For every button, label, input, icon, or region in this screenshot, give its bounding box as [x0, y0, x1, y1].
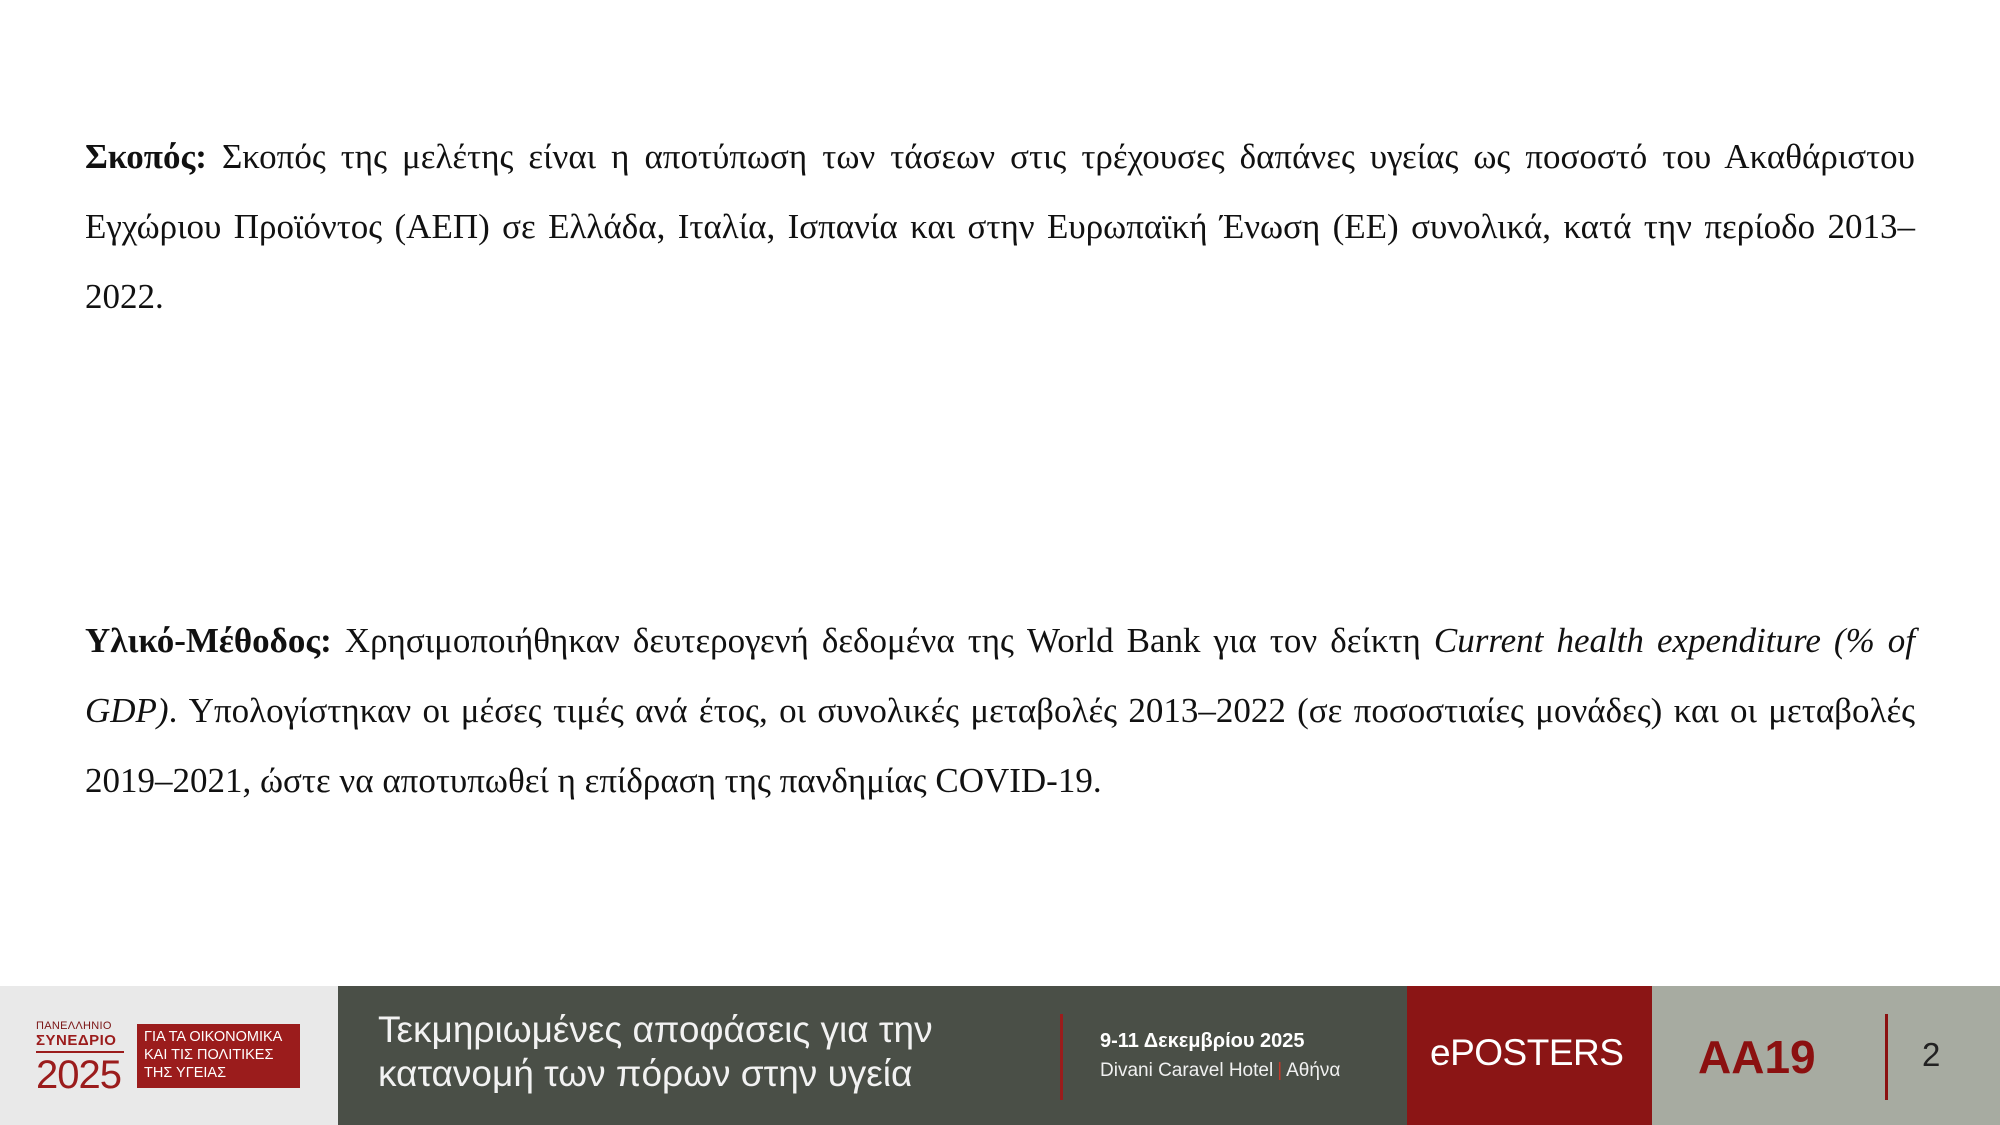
conference-title-panel	[338, 986, 1407, 1125]
venue-separator: |	[1277, 1060, 1283, 1081]
conference-date: 9-11 Δεκεμβρίου 2025	[1100, 1030, 1305, 1052]
footer-banner	[0, 986, 2000, 1125]
conference-title-line1: Τεκμηριωμένες αποφάσεις για την	[378, 1009, 933, 1050]
conference-logo	[0, 986, 338, 1125]
indicator-name: Current health expenditure (% of GDP)	[85, 621, 1915, 730]
poster-code: AA19	[1698, 1031, 1816, 1083]
logo-wordmark	[36, 1020, 124, 1095]
logo-year: 2025	[36, 1053, 121, 1097]
aim-text: Σκοπός της μελέτης είναι η αποτύπωση των τάσεων στις τρέχουσες δαπάνες υγείας ως ποσοστό του Ακαθάριστου Εγχώριου Προϊόντος (ΑΕΠ) σε Ελλάδα, Ιταλία, Ισπανία και στην Ευρωπαϊκή Ένωση (ΕΕ) συνολικά, κατά την περίοδο 2013–2022.	[85, 137, 1915, 316]
logo-line1: ΠΑΝΕΛΛΗΝΙΟ	[36, 1020, 112, 1032]
eposters-panel	[1407, 986, 1652, 1125]
eposters-label: ePOSTERS	[1430, 1032, 1624, 1073]
logo-subtitle-box	[137, 1024, 300, 1088]
aim-label: Σκοπός:	[85, 137, 207, 176]
title-divider	[1060, 1014, 1063, 1100]
methods-text-before: Χρησιμοποιήθηκαν δευτερογενή δεδομένα της World Bank για τον δείκτη	[331, 621, 1434, 660]
venue-city: Αθήνα	[1286, 1060, 1341, 1081]
conference-title-line2: κατανομή των πόρων στην υγεία	[378, 1053, 913, 1094]
methods-text-after: . Υπολογίστηκαν οι μέσες τιμές ανά έτος, οι συνολικές μεταβολές 2013–2022 (σε ποσοστιαίες μονάδες) και οι μεταβολές 2019–2021, ώστε να αποτυπωθεί η επίδραση της πανδημίας COVID-19.	[85, 691, 1915, 800]
logo-box-line3: ΤΗΣ ΥΓΕΙΑΣ	[144, 1065, 227, 1081]
aim-paragraph	[85, 122, 1915, 332]
logo-box-line1: ΓΙΑ ΤΑ ΟΙΚΟΝΟΜΙΚΑ	[144, 1029, 283, 1045]
logo-line2: ΣΥΝΕΔΡΙΟ	[36, 1033, 124, 1053]
main-content	[85, 122, 1915, 816]
page-number: 2	[1922, 1036, 1941, 1073]
code-divider	[1885, 1014, 1888, 1100]
venue-name: Divani Caravel Hotel	[1100, 1060, 1274, 1081]
methods-paragraph	[85, 606, 1915, 816]
logo-box-line2: ΚΑΙ ΤΙΣ ΠΟΛΙΤΙΚΕΣ	[144, 1047, 274, 1063]
conference-venue	[1100, 1060, 1340, 1082]
methods-label: Υλικό-Μέθοδος:	[85, 621, 332, 660]
poster-code-panel	[1652, 986, 2000, 1125]
